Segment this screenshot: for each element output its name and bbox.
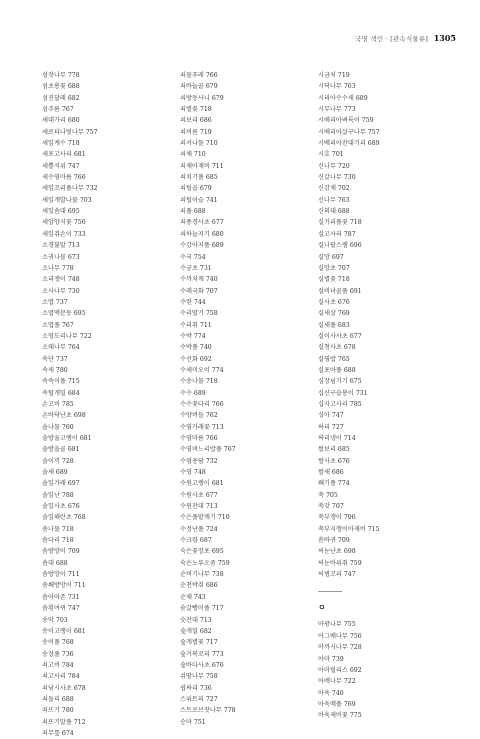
index-entry: 쌀사초 676 (318, 457, 350, 465)
index-entry: 실고사리 787 (318, 230, 356, 238)
index-entry: 실비녀골풀 691 (318, 287, 362, 295)
index-entry: 실거리풀꽃 718 (318, 219, 362, 227)
index-entry: 세포고사리 681 (42, 151, 86, 159)
index-entry: 소영도리나무 722 (42, 332, 92, 340)
index-entry: 쑥 705 (318, 491, 338, 499)
index-entry: 실이사사초 677 (318, 332, 362, 340)
index-entry: 수염용담 732 (180, 457, 218, 465)
index-entry: 시리아수수새 689 (318, 94, 368, 102)
index-entry: 씀바귀 709 (318, 537, 350, 545)
index-entry: 세뿔석위 747 (42, 162, 80, 170)
index-entry: 솔잎난 788 (42, 491, 74, 499)
index-entry: 수리딸기 758 (180, 310, 218, 318)
index-entry: 씨범꼬리 747 (318, 571, 356, 579)
index-entry: 순천박쥐 686 (180, 582, 218, 590)
index-entry: 쌀새 686 (318, 469, 344, 477)
index-entry: 솔이끼 728 (42, 457, 74, 465)
index-entry: 섬진달래 682 (42, 94, 80, 102)
index-entry: 소귀나물 673 (42, 253, 80, 261)
index-entry: 소엽맥문동 695 (42, 310, 86, 318)
index-entry: 솜방망이 711 (42, 571, 80, 579)
index-entry: 솜나물 718 (42, 525, 74, 533)
index-entry: 아욱제비꽃 775 (318, 712, 362, 720)
index-entry: 세잎양지꽃 756 (42, 219, 86, 227)
index-entry: 시베리아살구나무 757 (318, 128, 380, 136)
index-entry: 쇠물푸레 766 (180, 72, 218, 79)
index-column-2 (180, 70, 300, 728)
index-entry: 실꿩밥 765 (318, 355, 350, 363)
index-entry: 세대가리 680 (42, 117, 80, 125)
index-entry: 속단 737 (42, 355, 68, 363)
index-entry: 신의대 688 (318, 208, 350, 216)
index-entry: 쇠서나물 710 (180, 140, 218, 148)
index-entry: 실망 697 (318, 253, 344, 261)
index-entry: 쇠낚시사초 678 (42, 684, 86, 692)
index-entry: 아광나무 755 (318, 621, 356, 629)
index-entry: 스트로브잣나무 778 (180, 707, 236, 715)
index-entry: 수리취 711 (180, 321, 212, 329)
index-entry: 쇠고사리 784 (42, 673, 80, 681)
index-entry: 솔방울고랭이 681 (42, 435, 92, 442)
index-entry: 섬주름 767 (42, 106, 74, 114)
index-entry: 쇠털골 679 (180, 185, 212, 193)
index-entry: 숫잔대 713 (180, 616, 212, 624)
index-entry: 십자고사리 785 (318, 400, 362, 408)
index-entry: 송악 703 (42, 616, 68, 624)
index-entry: 쇠하늘지기 680 (180, 230, 224, 238)
index-entry: 수원잔대 713 (180, 503, 218, 511)
index-entry: 순비기나무 738 (180, 571, 224, 579)
index-entry: 쇠보리 686 (180, 117, 212, 125)
index-entry: 솔방울골 681 (42, 446, 80, 454)
index-entry: 씨눈바위취 759 (318, 559, 362, 567)
index-entry: 싸리 727 (318, 423, 344, 431)
index-entry: 심장넘기기 675 (318, 378, 362, 386)
index-entry: 순채 743 (180, 593, 206, 601)
index-entry: 숲개별꽃 717 (180, 639, 218, 647)
index-entry: 수세미오이 774 (180, 366, 224, 374)
index-entry: 십신구슬붕이 731 (318, 389, 368, 397)
index-entry: 수정난풀 724 (180, 525, 218, 533)
index-entry: 섬잣나무 778 (42, 72, 80, 79)
index-entry: 솔새 689 (42, 469, 68, 477)
index-entry: 쐐기풀 774 (318, 480, 350, 488)
index-entry: 솔나물 760 (42, 423, 74, 431)
index-entry: 쇠무릎 674 (42, 729, 74, 737)
index-entry: 숙은노루오줌 759 (180, 559, 230, 567)
index-entry: 송장풀 736 (42, 650, 74, 658)
index-entry: 아마릴리스 692 (318, 666, 362, 674)
index-entry: 쑥갓 707 (318, 503, 344, 511)
index-entry: 씨눈난초 698 (318, 548, 356, 556)
index-entry: 실새풀 683 (318, 321, 350, 329)
index-entry: 시금치 719 (318, 72, 350, 79)
index-entry: 신갈나무 730 (318, 174, 356, 182)
index-entry: 소엽풀 767 (42, 321, 74, 329)
index-entry: 쑥부쟁이 706 (318, 514, 356, 522)
index-entry: 시베리아잔대기리 689 (318, 140, 380, 148)
index-entry: 수크령 687 (180, 537, 212, 545)
index-entry: 세잎쥐손이 733 (42, 230, 86, 238)
index-entry: 세잎솜대 695 (42, 208, 80, 216)
index-entry: 실나팔스램 696 (318, 242, 362, 250)
index-entry: 솜쐐방망이 711 (42, 582, 86, 590)
index-entry: 쇠방동사니 679 (180, 94, 224, 102)
index-entry: 수염며느리밥풀 767 (180, 446, 236, 454)
index-entry: 수박 774 (180, 332, 206, 340)
index-entry: 숙은꽃장포 695 (180, 548, 224, 556)
index-entry: 쉬땅나무 758 (180, 673, 218, 681)
index-entry: 쇠비름 719 (180, 128, 212, 136)
index-entry: 솜아마존 731 (42, 593, 80, 601)
index-entry: 속새 780 (42, 366, 68, 374)
index-entry: 수수꽃다리 766 (180, 400, 224, 408)
index-entry: 세잎개발나물 703 (42, 196, 92, 204)
index-entry: 숲거북꼬리 773 (180, 650, 224, 658)
index-column-3 (318, 70, 438, 722)
index-entry: 수염마름 766 (180, 435, 218, 442)
section-divider (318, 591, 342, 592)
index-entry: 신감채 702 (318, 185, 350, 193)
index-entry: 수수 689 (180, 389, 206, 397)
index-entry: 시베리아벼룩이 759 (318, 117, 374, 125)
index-entry: 쉽싸리 736 (180, 684, 212, 692)
index-entry: 쇠바늘골 679 (180, 83, 218, 91)
index-entry: 쇠돌피 688 (42, 695, 74, 703)
index-entry: 수은풀밭깨기 710 (180, 514, 230, 522)
index-entry: 쇠별꽃 718 (180, 106, 212, 114)
index-entry: 아메나무 722 (318, 678, 356, 686)
index-entry: 세수염마름 766 (42, 174, 86, 182)
index-entry: 소엽 737 (42, 298, 68, 306)
index-entry: 솜다리 718 (42, 537, 74, 545)
index-entry: 시호 701 (318, 151, 344, 159)
index-entry: 수강아지풀 689 (180, 242, 224, 250)
index-entry: 수까치깨 740 (180, 276, 218, 284)
index-entry: 스위트피 727 (180, 695, 218, 703)
index-entry: 솜대 688 (42, 559, 68, 567)
index-entry: 수선화 692 (180, 355, 212, 363)
index-entry: 쑥부지깽이아재비 715 (318, 525, 380, 533)
index-entry: 아욱메풀 769 (318, 700, 356, 708)
index-entry: 실별꽃 718 (318, 276, 350, 284)
index-entry: 시무나무 773 (318, 106, 356, 114)
index-entry: 수국 754 (180, 253, 206, 261)
section-letter-heading: ㅇ (318, 603, 326, 613)
index-entry: 아욱 740 (318, 689, 344, 697)
index-entry: 세잎계수 718 (42, 140, 80, 148)
index-entry: 수영 748 (180, 469, 206, 477)
index-entry: 솔잎해란초 768 (42, 514, 86, 522)
index-entry: 쌀보리 685 (318, 446, 350, 454)
index-entry: 쇠채아재비 711 (180, 162, 224, 170)
index-entry: 수궁초 731 (180, 264, 212, 272)
index-entry: 실사초 676 (318, 298, 350, 306)
index-entry: 수박풀 740 (180, 344, 212, 352)
index-entry: 속속이풀 715 (42, 378, 80, 386)
index-entry: 세잎꼬리풀나무 732 (42, 185, 98, 193)
index-entry: 아마 739 (318, 655, 344, 663)
section-label: 국명 색인 · [관속식물류] (355, 35, 428, 43)
index-entry: 신나무 763 (318, 196, 350, 204)
index-entry: 소사나무 730 (42, 287, 80, 295)
index-entry: 수원사초 677 (180, 491, 218, 499)
index-entry: 숲개밀 682 (180, 627, 212, 635)
index-entry: 세로티나벚나무 757 (42, 128, 98, 136)
index-entry: 송이풀 768 (42, 639, 74, 647)
index-entry: 솔잎가래 697 (42, 480, 80, 488)
index-entry: 시닥나무 763 (318, 83, 356, 91)
index-entry: 섬초롱꽃 688 (42, 83, 80, 91)
page-number: 1305 (433, 33, 456, 43)
index-entry: 쇠치기풀 685 (180, 174, 218, 182)
index-entry: 쇠고비 784 (42, 661, 74, 669)
index-entry: 아까시나무 728 (318, 644, 362, 652)
index-entry: 싸리냉이 714 (318, 435, 356, 442)
index-entry: 승마 751 (180, 718, 206, 726)
index-entry: 쇠풀 688 (180, 208, 206, 216)
index-entry: 속털개밀 684 (42, 389, 80, 397)
index-entry: 소경불알 713 (42, 242, 80, 250)
index-entry: 수염가래꽃 713 (180, 423, 224, 431)
index-entry: 신나무 720 (318, 162, 350, 170)
index-entry: 수련 744 (180, 298, 206, 306)
index-entry: 실망초 707 (318, 264, 350, 272)
index-entry: 손고비 785 (42, 400, 74, 408)
index-column-1 (42, 70, 162, 739)
index-entry: 쇠털이슬 741 (180, 196, 218, 204)
index-entry: 수원고랭이 681 (180, 480, 224, 488)
index-entry: 쇠채 710 (180, 151, 206, 159)
index-entry: 솜흰여뀌 747 (42, 605, 80, 613)
index-entry: 수송나물 718 (180, 378, 218, 386)
index-entry: 실청사초 678 (318, 344, 356, 352)
index-entry: 실포아풀 688 (318, 366, 356, 374)
index-entry: 소리쟁이 748 (42, 276, 80, 284)
index-entry: 싱아 747 (318, 412, 344, 420)
index-entry: 숲바다사초 676 (180, 661, 224, 669)
index-entry: 쇠풍경사초 677 (180, 219, 224, 227)
index-entry: 수양버들 762 (180, 412, 218, 420)
index-entry: 소태나무 764 (42, 344, 80, 352)
index-entry: 쇠뜨기 780 (42, 707, 74, 715)
index-entry: 실새삼 769 (318, 310, 350, 318)
index-entry: 송이고랭이 681 (42, 627, 86, 635)
index-entry: 손바닥난초 698 (42, 412, 86, 420)
index-entry: 수레국화 707 (180, 287, 218, 295)
running-header (0, 34, 480, 48)
index-entry: 아그배나무 756 (318, 632, 362, 640)
index-entry: 쇠뜨기말풀 712 (42, 718, 86, 726)
index-entry: 솔잎사초 676 (42, 503, 80, 511)
index-entry: 소나무 778 (42, 264, 74, 272)
index-entry: 숟갈빵이풀 717 (180, 605, 224, 613)
index-entry: 솜방망이 709 (42, 548, 80, 556)
